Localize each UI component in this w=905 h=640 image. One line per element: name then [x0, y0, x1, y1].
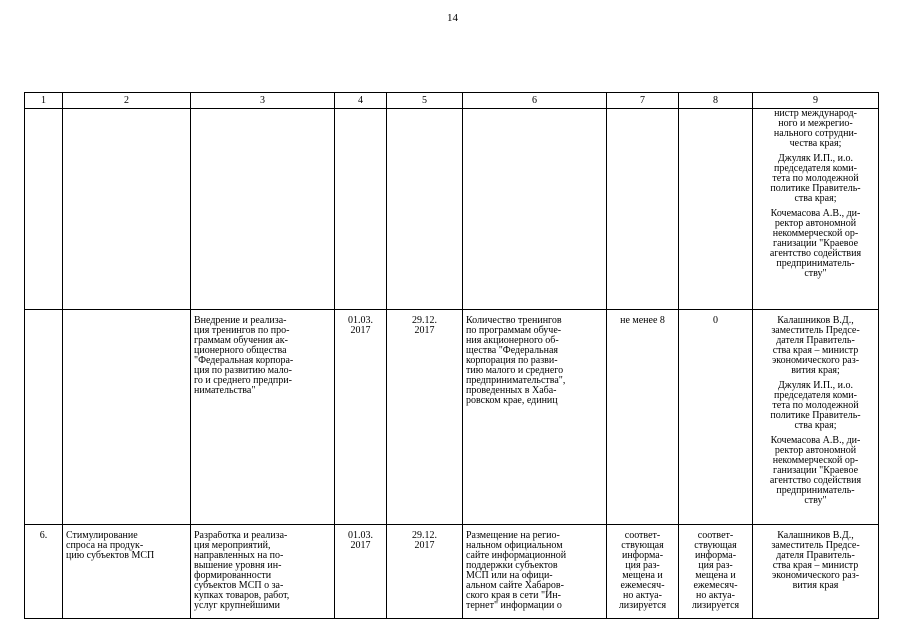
- activity-text: Разработка и реализа- ция мероприятий, направленных на по- вышение уровня ин- формированности субъектов МСП о за- купках товаров, работ, услуг крупнейшими: [194, 531, 290, 611]
- responsible-entry: нистр международ- ного и межрегио- нального сотрудни- чества края;: [773, 108, 858, 149]
- header-row: [25, 93, 879, 109]
- activity-cell: [191, 109, 335, 310]
- indicator-cell: [463, 109, 607, 310]
- fact-value-cell: [679, 525, 753, 619]
- header-cell-6: 6: [463, 93, 607, 109]
- fact-value-cell: 0: [679, 310, 753, 525]
- indicator-cell: [463, 525, 607, 619]
- goal-cell: [63, 109, 191, 310]
- responsible-entry: Калашников В.Д., заместитель Предсе- дателя Правитель- ства края – министр экономического раз- вития края;: [771, 315, 860, 376]
- number-cell: 6.: [25, 525, 63, 619]
- header-cell-8: 8: [679, 93, 753, 109]
- end-date-cell: 29.12. 2017: [387, 525, 463, 619]
- number-cell: [25, 310, 63, 525]
- plan-value-cell: [607, 109, 679, 310]
- responsible-cell: [753, 525, 879, 619]
- activity-cell: Внедрение и реализа- ция тренингов по про- граммам обучения ак- ционерного общества "Федеральная корпора- ция по развитию мало- го и среднего предпри- нимательства": [191, 310, 335, 525]
- responsible-entry: Кочемасова А.В., ди- ректор автономной некоммерческой ор- ганизации "Краевое агентство содействия предприниматель- ству": [769, 208, 862, 279]
- responsible-entry: Джуляк И.П., и.о. председателя коми- тета по молодежной политике Правитель- ства края;: [770, 153, 861, 204]
- header-cell-2: 2: [63, 93, 191, 109]
- header-cell-5: 5: [387, 93, 463, 109]
- responsible-entry: Джуляк И.П., и.о. председателя коми- тета по молодежной политике Правитель- ства края;: [770, 380, 861, 431]
- end-date-cell: 29.12. 2017: [387, 310, 463, 525]
- responsible-entry: Кочемасова А.В., ди- ректор автономной некоммерческой ор- ганизации "Краевое агентство содействия предприниматель- ству": [769, 435, 862, 506]
- header-cell-3: 3: [191, 93, 335, 109]
- start-date-cell: [335, 109, 387, 310]
- plan-value-cell: [607, 525, 679, 619]
- start-date-cell: 01.03. 2017: [335, 310, 387, 525]
- responsible-cell: [753, 310, 879, 525]
- fact-value-cell: [679, 109, 753, 310]
- goal-cell: [63, 310, 191, 525]
- responsible-entry: Калашников В.Д., заместитель Предсе- дателя Правитель- ства края – министр экономического раз- вития края: [771, 530, 860, 591]
- indicator-cell: Количество тренингов по программам обуче- ния акционерного об- щества "Федеральная корпорация по разви- тию малого и среднего предпринимательства", проведенных в Хаба- ровском крае, единиц: [463, 310, 607, 525]
- table-row-training: [25, 310, 879, 525]
- header-cell-4: 4: [335, 93, 387, 109]
- table-row-continuation: [25, 109, 879, 310]
- indicator-text: Размещение на регио- нальном официальном сайте информационной поддержки субъектов МСП или на офици- альном сайте Хабаров- ского края в сети "Ин- тернет" информации о: [466, 531, 567, 611]
- page-number: 14: [447, 12, 458, 24]
- activity-cell: [191, 525, 335, 619]
- header-cell-9: 9: [753, 93, 879, 109]
- responsible-cell: [753, 109, 879, 310]
- goal-cell: Стимулирование спроса на продук- цию субъектов МСП: [63, 525, 191, 619]
- number-cell: [25, 109, 63, 310]
- header-cell-1: 1: [25, 93, 63, 109]
- start-date-cell: 01.03. 2017: [335, 525, 387, 619]
- header-cell-7: 7: [607, 93, 679, 109]
- table-row-6: [25, 525, 879, 619]
- plan-value-cell: не менее 8: [607, 310, 679, 525]
- end-date-cell: [387, 109, 463, 310]
- plan-value-text: соответ- ствующая информа- ция раз- мещена и ежемесяч- но актуа- лизируется: [618, 531, 667, 611]
- fact-value-text: соответ- ствующая информа- ция раз- мещена и ежемесяч- но актуа- лизируется: [691, 531, 740, 611]
- plan-table: [24, 92, 879, 619]
